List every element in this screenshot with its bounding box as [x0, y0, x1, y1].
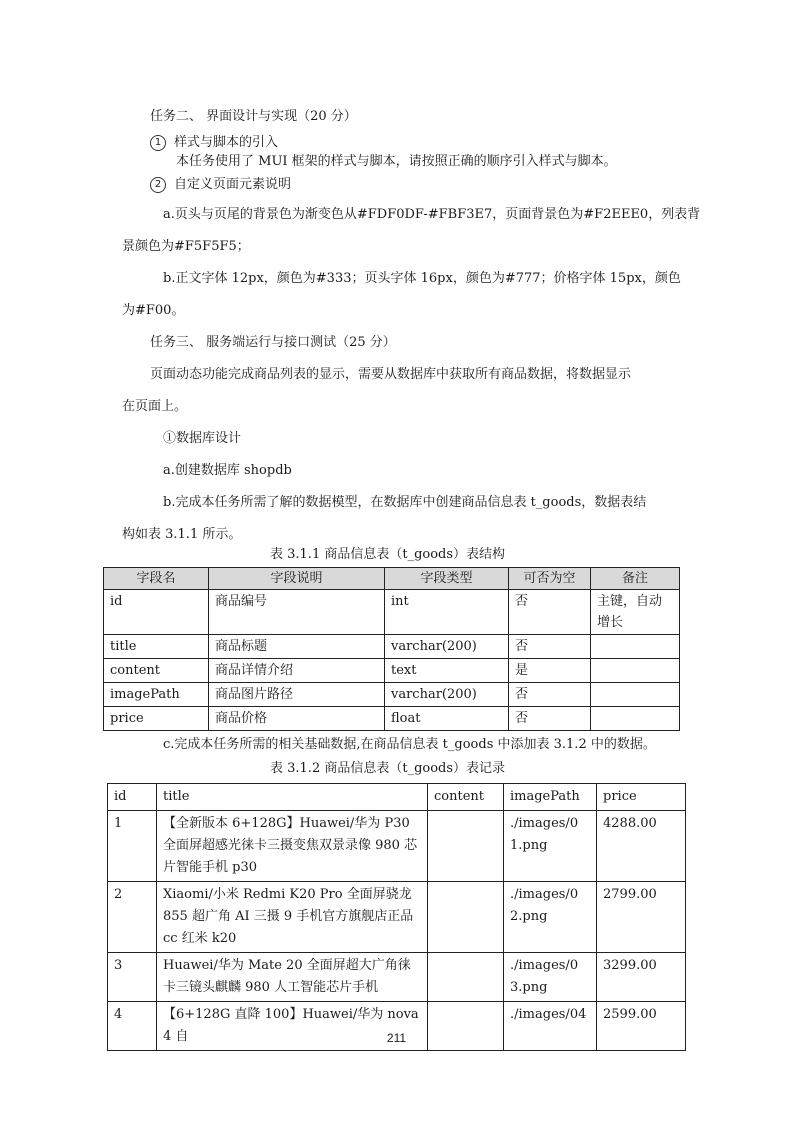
para-a-line1: a.页头与页尾的背景色为渐变色从#FDF0DF-#FBF3E7，页面背景色为#F2EEE0，列表背: [163, 207, 701, 222]
table-cell: varchar(200): [385, 635, 509, 659]
table-cell: [591, 683, 680, 707]
para-b-line2: 为#F00。: [122, 303, 185, 318]
table-cell: 否: [509, 635, 591, 659]
table-header-row: [108, 784, 686, 811]
para-b-line1: b.正文字体 12px，颜色为#333；页头字体 16px，颜色为#777；价格字体 15px，颜色: [163, 271, 681, 286]
task3-intro-line2: 在页面上。: [122, 399, 188, 414]
table-cell: [428, 811, 504, 882]
table-cell: 2799.00: [597, 882, 686, 953]
table-header-cell: 可否为空: [509, 568, 591, 590]
table-cell: 2: [108, 882, 157, 953]
table-cell: 商品编号: [209, 590, 385, 635]
table-header-row: [104, 568, 680, 590]
table-row: [104, 590, 680, 635]
table-header-cell: content: [428, 784, 504, 811]
table-cell: [591, 635, 680, 659]
table-cell: Huawei/华为 Mate 20 全面屏超大广角徕卡三镜头麒麟 980 人工智能芯片手机: [157, 953, 428, 1002]
table-row: [104, 707, 680, 731]
table-header-cell: price: [597, 784, 686, 811]
table-cell: Xiaomi/小米 Redmi K20 Pro 全面屏骁龙 855 超广角 AI 三摄 9 手机官方旗舰店正品 cc 红米 k20: [157, 882, 428, 953]
table-header-cell: title: [157, 784, 428, 811]
table-header-cell: 字段名: [104, 568, 209, 590]
table-row: [108, 953, 686, 1002]
table-header-cell: imagePath: [504, 784, 597, 811]
table-cell: ./images/03.png: [504, 953, 597, 1002]
table-header-cell: id: [108, 784, 157, 811]
task2-item2-title: 自定义页面元素说明: [174, 177, 292, 192]
table-cell: 否: [509, 683, 591, 707]
table-cell: 【全新版本 6+128G】Huawei/华为 P30 全面屏超感光徕卡三摄变焦双景录像 980 芯片智能手机 p30: [157, 811, 428, 882]
table-row: [104, 659, 680, 683]
circled-number: 2: [150, 177, 166, 193]
table-cell: 4288.00: [597, 811, 686, 882]
table-cell: 3: [108, 953, 157, 1002]
table-cell: imagePath: [104, 683, 209, 707]
table-cell: [428, 882, 504, 953]
table-row: [108, 882, 686, 953]
table-cell: [591, 707, 680, 731]
table-cell: 是: [509, 659, 591, 683]
table-cell: ./images/04: [504, 1002, 597, 1051]
circled-number: 1: [150, 135, 166, 151]
table-row: [104, 635, 680, 659]
table-structure: [103, 567, 680, 731]
table-header-cell: 字段说明: [209, 568, 385, 590]
table1-caption: 表 3.1.1 商品信息表（t_goods）表结构: [270, 547, 506, 562]
table-cell: 4: [108, 1002, 157, 1051]
table-cell: id: [104, 590, 209, 635]
task2-heading: 任务二、 界面设计与实现（20 分）: [150, 109, 357, 124]
table-cell: ./images/01.png: [504, 811, 597, 882]
page-number: 211: [386, 1031, 407, 1045]
table-cell: 否: [509, 590, 591, 635]
table-cell: text: [385, 659, 509, 683]
step-a: a.创建数据库 shopdb: [163, 463, 292, 478]
table-records: [107, 783, 686, 1051]
table-cell: [591, 659, 680, 683]
para-a-line2: 景颜色为#F5F5F5；: [122, 239, 250, 254]
task3-intro-line1: 页面动态功能完成商品列表的显示，需要从数据库中获取所有商品数据，将数据显示: [150, 367, 632, 382]
table-cell: 否: [509, 707, 591, 731]
step-b-line2: 构如表 3.1.1 所示。: [122, 527, 242, 542]
table-cell: title: [104, 635, 209, 659]
table-cell: 商品标题: [209, 635, 385, 659]
table-cell: 商品价格: [209, 707, 385, 731]
task2-item2: [150, 176, 291, 194]
table-cell: 【6+128G 直降 100】Huawei/华为 nova 4 自: [157, 1002, 428, 1051]
table-cell: varchar(200): [385, 683, 509, 707]
task2-item1-title: 样式与脚本的引入: [174, 135, 279, 150]
table-cell: content: [104, 659, 209, 683]
db-design-heading: ①数据库设计: [163, 431, 242, 446]
table-cell: price: [104, 707, 209, 731]
table-cell: int: [385, 590, 509, 635]
table-header-cell: 备注: [591, 568, 680, 590]
table-cell: 3299.00: [597, 953, 686, 1002]
table-row: [108, 811, 686, 882]
table2-caption: 表 3.1.2 商品信息表（t_goods）表记录: [270, 761, 506, 776]
table-cell: [428, 953, 504, 1002]
table-cell: 商品详情介绍: [209, 659, 385, 683]
task2-item1: [150, 134, 278, 152]
table-row: [104, 683, 680, 707]
table-header-cell: 字段类型: [385, 568, 509, 590]
table-cell: ./images/02.png: [504, 882, 597, 953]
task2-item1-desc: 本任务使用了 MUI 框架的样式与脚本，请按照正确的顺序引入样式与脚本。: [176, 154, 617, 169]
task3-heading: 任务三、 服务端运行与接口测试（25 分）: [150, 335, 396, 350]
step-b-line1: b.完成本任务所需了解的数据模型，在数据库中创建商品信息表 t_goods，数据表结: [163, 495, 647, 510]
table-cell: float: [385, 707, 509, 731]
table-cell: 主键，自动增长: [591, 590, 680, 635]
table-cell: 商品图片路径: [209, 683, 385, 707]
step-c: c.完成本任务所需的相关基础数据,在商品信息表 t_goods 中添加表 3.1.2 中的数据。: [163, 737, 656, 752]
table-cell: 2599.00: [597, 1002, 686, 1051]
table-cell: 1: [108, 811, 157, 882]
